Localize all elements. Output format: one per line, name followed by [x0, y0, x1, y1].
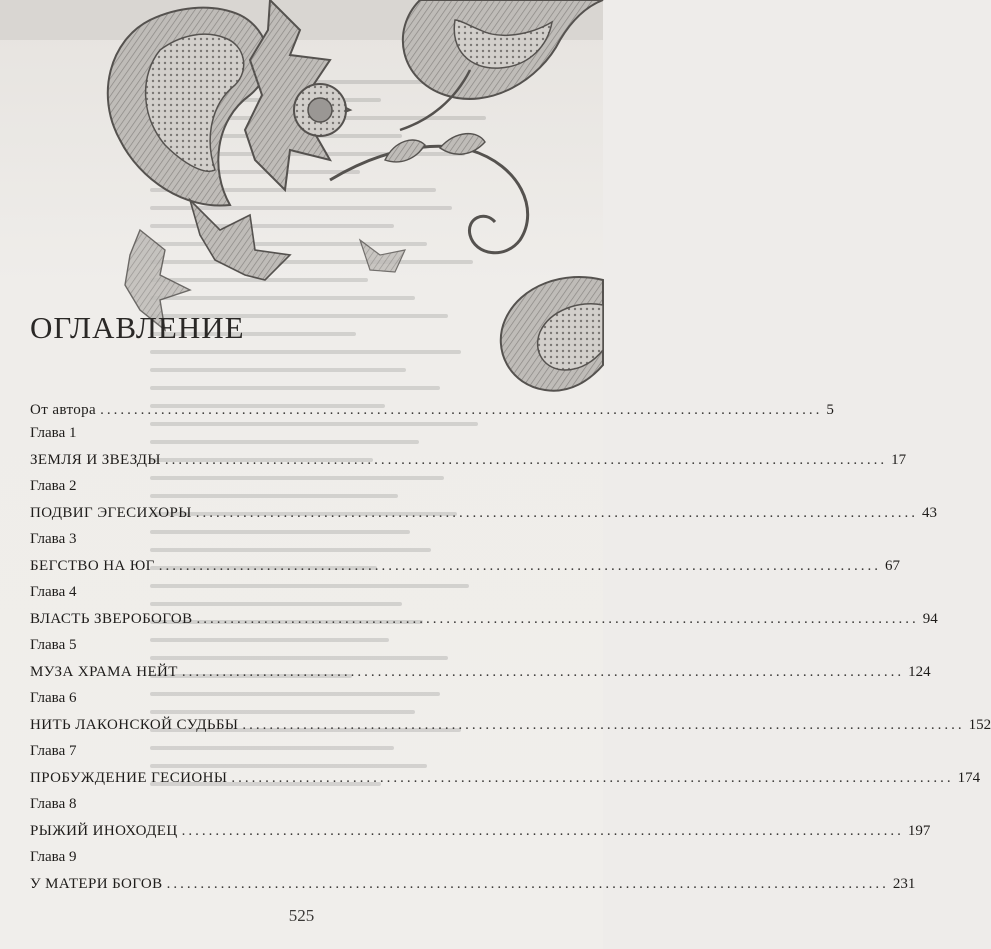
chapter-label: Глава 2	[30, 478, 77, 494]
toc-line[interactable]	[30, 869, 916, 899]
chapter-label: Глава 1	[30, 425, 77, 441]
chapter-page: 124	[908, 664, 931, 680]
toc-entry-title: От автора	[30, 402, 97, 418]
dot-leader: ...........................................................................................................	[158, 558, 881, 574]
chapter-label: Глава 4	[30, 584, 77, 600]
chapter-page: 43	[921, 505, 937, 521]
chapter-label: Глава 9	[30, 849, 77, 865]
toc-line[interactable]	[30, 551, 900, 581]
toc-line[interactable]	[30, 398, 834, 422]
chapter-title: ЗЕМЛЯ И ЗВЕЗДЫ	[30, 452, 161, 468]
chapter-page: 67	[884, 558, 900, 574]
page-title: ОГЛАВЛЕНИЕ	[30, 310, 245, 345]
dot-leader: ...........................................................................................................	[242, 717, 965, 733]
dot-leader: ...........................................................................................................	[164, 452, 888, 468]
chapter-title: РЫЖИЙ ИНОХОДЕЦ	[30, 823, 178, 839]
toc-entry-chapter-1	[30, 422, 907, 475]
dot-leader: ...........................................................................................................	[195, 505, 918, 521]
toc-entry-chapter-4	[30, 581, 938, 634]
table-of-contents	[30, 398, 991, 899]
chapter-page: 174	[957, 770, 981, 786]
dot-leader: ...........................................................................................................	[181, 823, 904, 839]
toc-entry-intro	[30, 398, 834, 422]
dot-leader: ...........................................................................................................	[231, 770, 954, 786]
chapter-label: Глава 5	[30, 637, 77, 653]
chapter-title: БЕГСТВО НА ЮГ	[30, 558, 155, 574]
chapter-label: Глава 8	[30, 796, 77, 812]
toc-entry-chapter-3	[30, 528, 900, 581]
chapter-label: Глава 3	[30, 531, 77, 547]
toc-line[interactable]	[30, 604, 938, 634]
toc-entry-chapter-7	[30, 740, 981, 793]
chapter-title: НИТЬ ЛАКОНСКОЙ СУДЬБЫ	[30, 717, 239, 733]
dot-leader: ...........................................................................................................	[181, 664, 905, 680]
chapter-title: У МАТЕРИ БОГОВ	[30, 876, 163, 892]
toc-entry-chapter-5	[30, 634, 931, 687]
dot-leader: ...........................................................................................................	[100, 402, 823, 418]
toc-line[interactable]	[30, 710, 991, 740]
toc-entry-chapter-9	[30, 846, 916, 899]
toc-entry-chapter-6	[30, 687, 991, 740]
chapter-page: 197	[907, 823, 931, 839]
chapter-title: МУЗА ХРАМА НЕЙТ	[30, 664, 178, 680]
chapter-title: ВЛАСТЬ ЗВЕРОБОГОВ	[30, 611, 193, 627]
toc-entry-chapter-8	[30, 793, 931, 846]
dot-leader: ...........................................................................................................	[166, 876, 889, 892]
chapter-title: ПРОБУЖДЕНИЕ ГЕСИОНЫ	[30, 770, 228, 786]
chapter-label: Глава 7	[30, 743, 77, 759]
toc-line[interactable]	[30, 763, 981, 793]
toc-line[interactable]	[30, 657, 931, 687]
toc-line[interactable]	[30, 498, 937, 528]
toc-line[interactable]	[30, 445, 907, 475]
dot-leader: ...........................................................................................................	[196, 611, 919, 627]
toc-line[interactable]	[30, 816, 931, 846]
chapter-page: 152	[968, 717, 991, 733]
page-number: 525	[288, 906, 315, 925]
toc-entry-page: 5	[826, 402, 834, 418]
chapter-label: Глава 6	[30, 690, 77, 706]
toc-entry-chapter-2	[30, 475, 937, 528]
chapter-page: 94	[922, 611, 938, 627]
chapter-page: 17	[891, 452, 907, 468]
chapter-page: 231	[892, 876, 916, 892]
chapter-title: ПОДВИГ ЭГЕСИХОРЫ	[30, 505, 192, 521]
